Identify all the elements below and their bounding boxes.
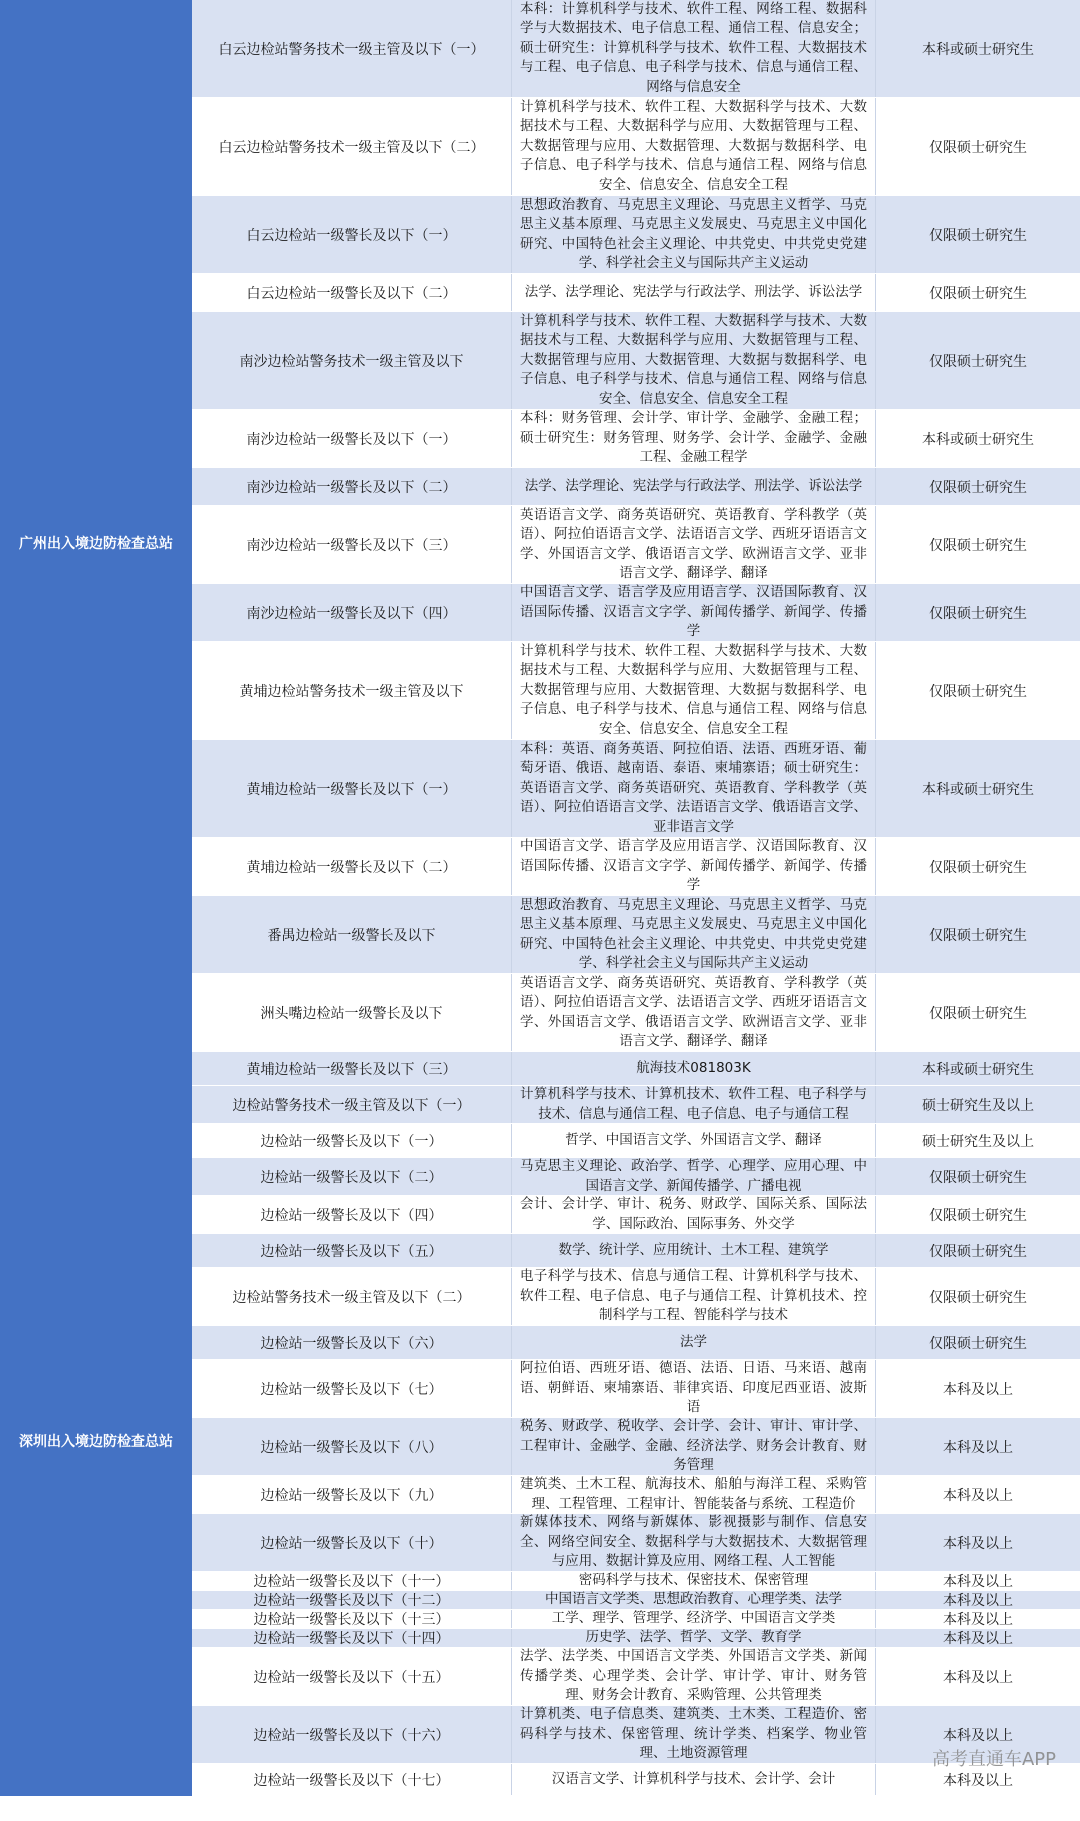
table-row (192, 0, 1080, 98)
majors-cell: 税务、财政学、税收学、会计学、会计、审计、审计学、工程审计、金融学、金融、经济法学、财务会计教育、财务管理 (512, 1418, 876, 1475)
education-cell: 仅限硕士研究生 (929, 227, 1027, 244)
position-cell: 南沙边检站一级警长及以下（三） (192, 506, 512, 583)
table-row (192, 1124, 1080, 1158)
position-cell: 边检站一级警长及以下（十） (192, 1514, 512, 1571)
position-cell: 边检站一级警长及以下（二） (192, 1158, 512, 1195)
education-cell: 本科或硕士研究生 (922, 1061, 1034, 1078)
position-cell: 边检站一级警长及以下（十一） (192, 1572, 512, 1590)
table-row (192, 312, 1080, 410)
education-cell: 本科或硕士研究生 (922, 431, 1034, 448)
education-cell: 仅限硕士研究生 (929, 927, 1027, 944)
education-cell: 本科及以上 (943, 1612, 1013, 1628)
table-row (192, 1268, 1080, 1326)
education-cell: 仅限硕士研究生 (929, 285, 1027, 302)
majors-cell: 本科：计算机科学与技术、软件工程、网络工程、数据科学与大数据技术、电子信息工程、通信工程、信息安全；硕士研究生：计算机科学与技术、软件工程、大数据技术与工程、电子信息、电子科学与技术、信息与通信工程、网络与信息安全 (512, 0, 876, 97)
table-row (192, 838, 1080, 896)
position-cell: 白云边检站一级警长及以下（二） (192, 274, 512, 311)
position-cell: 黄埔边检站警务技术一级主管及以下 (192, 642, 512, 739)
majors-cell: 本科：财务管理、会计学、审计学、金融学、金融工程；硕士研究生：财务管理、财务学、会计学、金融学、金融工程、金融工程学 (512, 410, 876, 467)
education-cell: 本科及以上 (943, 1772, 1013, 1789)
majors-cell: 历史学、法学、哲学、文学、教育学 (512, 1629, 876, 1647)
position-cell: 番禺边检站一级警长及以下 (192, 896, 512, 973)
table-row (192, 1476, 1080, 1514)
table-row (192, 468, 1080, 506)
table-row (192, 506, 1080, 584)
education-cell: 仅限硕士研究生 (929, 1005, 1027, 1022)
majors-cell: 马克思主义理论、政治学、哲学、心理学、应用心理、中国语言文学、新闻传播学、广播电视 (512, 1158, 876, 1195)
position-cell: 边检站一级警长及以下（十七） (192, 1764, 512, 1795)
position-cell: 边检站一级警长及以下（一） (192, 1124, 512, 1157)
table-row (192, 1326, 1080, 1360)
table-row (192, 1418, 1080, 1476)
table-row (192, 1629, 1080, 1648)
position-cell: 南沙边检站警务技术一级主管及以下 (192, 312, 512, 409)
position-cell: 南沙边检站一级警长及以下（四） (192, 584, 512, 641)
group-header: 深圳出入境边防检查总站 (0, 1086, 192, 1797)
position-cell: 黄埔边检站一级警长及以下（二） (192, 838, 512, 895)
position-cell: 边检站一级警长及以下（五） (192, 1234, 512, 1267)
majors-cell: 哲学、中国语言文学、外国语言文学、翻译 (512, 1124, 876, 1157)
education-cell: 仅限硕士研究生 (929, 1207, 1027, 1224)
majors-cell: 法学、法学类、中国语言文学类、外国语言文学类、新闻传播学类、心理学类、会计学、审计学、审计、财务管理、财务会计教育、采购管理、公共管理类 (512, 1648, 876, 1705)
table-row (192, 98, 1080, 196)
table-row (192, 1610, 1080, 1629)
table-row (192, 196, 1080, 274)
education-cell: 仅限硕士研究生 (929, 1169, 1027, 1186)
position-cell: 南沙边检站一级警长及以下（二） (192, 468, 512, 505)
table-row (192, 974, 1080, 1052)
position-cell: 边检站一级警长及以下（八） (192, 1418, 512, 1475)
education-cell: 仅限硕士研究生 (929, 605, 1027, 622)
majors-cell: 新媒体技术、网络与新媒体、影视摄影与制作、信息安全、网络空间安全、数据科学与大数据技术、大数据管理与应用、数据计算及应用、网络工程、人工智能 (512, 1514, 876, 1571)
education-cell: 仅限硕士研究生 (929, 1335, 1027, 1352)
position-cell: 边检站一级警长及以下（九） (192, 1476, 512, 1513)
majors-cell: 法学、法学理论、宪法学与行政法学、刑法学、诉讼法学 (512, 468, 876, 505)
majors-cell: 法学、法学理论、宪法学与行政法学、刑法学、诉讼法学 (512, 274, 876, 311)
position-cell: 边检站一级警长及以下（七） (192, 1360, 512, 1417)
table-row (192, 1086, 1080, 1124)
position-cell: 边检站一级警长及以下（十五） (192, 1648, 512, 1705)
majors-cell: 计算机类、电子信息类、建筑类、土木类、工程造价、密码科学与技术、保密管理、统计学类、档案学、物业管理、土地资源管理 (512, 1706, 876, 1763)
majors-cell: 工学、理学、管理学、经济学、中国语言文学类 (512, 1610, 876, 1628)
position-cell: 边检站一级警长及以下（十二） (192, 1591, 512, 1609)
table-row (192, 740, 1080, 838)
education-cell: 本科及以上 (943, 1487, 1013, 1504)
majors-cell: 计算机科学与技术、软件工程、大数据科学与技术、大数据技术与工程、大数据科学与应用、大数据管理与工程、大数据管理与应用、大数据管理、大数据与数据科学、电子信息、电子科学与技术、信息与通信工程、网络与信息安全、信息安全、信息安全工程 (512, 98, 876, 195)
education-cell: 仅限硕士研究生 (929, 859, 1027, 876)
table-row (192, 896, 1080, 974)
majors-cell: 中国语言文学类、思想政治教育、心理学类、法学 (512, 1591, 876, 1609)
table-row (192, 1360, 1080, 1418)
education-cell: 本科及以上 (943, 1535, 1013, 1552)
position-cell: 边检站一级警长及以下（十四） (192, 1629, 512, 1647)
education-cell: 仅限硕士研究生 (929, 683, 1027, 700)
education-cell: 硕士研究生及以上 (922, 1097, 1034, 1114)
majors-cell: 法学 (512, 1326, 876, 1359)
table-row (192, 1052, 1080, 1086)
majors-cell: 英语语言文学、商务英语研究、英语教育、学科教学（英语）、阿拉伯语语言文学、法语语言文学、西班牙语语言文学、外国语言文学、俄语语言文学、欧洲语言文学、亚非语言文学、翻译学、翻译 (512, 506, 876, 583)
education-cell: 本科及以上 (943, 1727, 1013, 1744)
position-cell: 边检站一级警长及以下（六） (192, 1326, 512, 1359)
majors-cell: 计算机科学与技术、软件工程、大数据科学与技术、大数据技术与工程、大数据科学与应用、大数据管理与工程、大数据管理与应用、大数据管理、大数据与数据科学、电子信息、电子科学与技术、信息与通信工程、网络与信息安全、信息安全、信息安全工程 (512, 312, 876, 409)
education-cell: 本科及以上 (943, 1381, 1013, 1398)
position-cell: 边检站一级警长及以下（四） (192, 1196, 512, 1233)
education-cell: 硕士研究生及以上 (922, 1133, 1034, 1150)
table-row (192, 1591, 1080, 1610)
majors-cell: 中国语言文学、语言学及应用语言学、汉语国际教育、汉语国际传播、汉语言文字学、新闻传播学、新闻学、传播学 (512, 584, 876, 641)
table-row (192, 1196, 1080, 1234)
table-row (192, 274, 1080, 312)
group-header: 广州出入境边防检查总站 (0, 0, 192, 1087)
position-cell: 黄埔边检站一级警长及以下（三） (192, 1052, 512, 1085)
education-cell: 本科及以上 (943, 1574, 1013, 1590)
majors-cell: 中国语言文学、语言学及应用语言学、汉语国际教育、汉语国际传播、汉语言文字学、新闻传播学、新闻学、传播学 (512, 838, 876, 895)
majors-cell: 计算机科学与技术、软件工程、大数据科学与技术、大数据技术与工程、大数据科学与应用、大数据管理与工程、大数据管理与应用、大数据管理、大数据与数据科学、电子信息、电子科学与技术、信息与通信工程、网络与信息安全、信息安全、信息安全工程 (512, 642, 876, 739)
table-row (192, 584, 1080, 642)
education-cell: 仅限硕士研究生 (929, 353, 1027, 370)
majors-cell: 数学、统计学、应用统计、土木工程、建筑学 (512, 1234, 876, 1267)
majors-cell: 本科：英语、商务英语、阿拉伯语、法语、西班牙语、葡萄牙语、俄语、越南语、泰语、柬埔寨语；硕士研究生：英语语言文学、商务英语研究、英语教育、学科教学（英语）、阿拉伯语语言文学、法语语言文学、俄语语言文学、亚非语言文学 (512, 740, 876, 837)
education-cell: 仅限硕士研究生 (929, 1243, 1027, 1260)
education-cell: 本科或硕士研究生 (922, 41, 1034, 58)
majors-cell: 汉语言文学、计算机科学与技术、会计学、会计 (512, 1764, 876, 1795)
table-row (192, 1158, 1080, 1196)
majors-cell: 航海技术081803K (512, 1052, 876, 1085)
table-row (192, 1514, 1080, 1572)
position-cell: 洲头嘴边检站一级警长及以下 (192, 974, 512, 1051)
education-cell: 本科及以上 (943, 1439, 1013, 1456)
position-cell: 边检站一级警长及以下（十六） (192, 1706, 512, 1763)
position-cell: 黄埔边检站一级警长及以下（一） (192, 740, 512, 837)
majors-cell: 建筑类、土木工程、航海技术、船舶与海洋工程、采购管理、工程管理、工程审计、智能装备与系统、工程造价 (512, 1476, 876, 1513)
education-cell: 本科及以上 (943, 1593, 1013, 1609)
table-row (192, 410, 1080, 468)
table-row (192, 642, 1080, 740)
table-row (192, 1234, 1080, 1268)
position-cell: 白云边检站警务技术一级主管及以下（一） (192, 0, 512, 97)
position-cell: 边检站一级警长及以下（十三） (192, 1610, 512, 1628)
education-cell: 仅限硕士研究生 (929, 139, 1027, 156)
education-cell: 仅限硕士研究生 (929, 479, 1027, 496)
position-cell: 白云边检站一级警长及以下（一） (192, 196, 512, 273)
majors-cell: 计算机科学与技术、计算机技术、软件工程、电子科学与技术、信息与通信工程、电子信息、电子与通信工程 (512, 1086, 876, 1123)
education-cell: 仅限硕士研究生 (929, 537, 1027, 554)
majors-cell: 阿拉伯语、西班牙语、德语、法语、日语、马来语、越南语、朝鲜语、柬埔寨语、菲律宾语、印度尼西亚语、波斯语 (512, 1360, 876, 1417)
majors-cell: 思想政治教育、马克思主义理论、马克思主义哲学、马克思主义基本原理、马克思主义发展史、马克思主义中国化研究、中国特色社会主义理论、中共党史、中共党史党建学、科学社会主义与国际共产主义运动 (512, 896, 876, 973)
education-cell: 本科或硕士研究生 (922, 781, 1034, 798)
position-cell: 白云边检站警务技术一级主管及以下（二） (192, 98, 512, 195)
majors-cell: 电子科学与技术、信息与通信工程、计算机科学与技术、软件工程、电子信息、电子与通信工程、计算机技术、控制科学与工程、智能科学与技术 (512, 1268, 876, 1325)
position-cell: 边检站警务技术一级主管及以下（一） (192, 1086, 512, 1123)
watermark: 高考直通车APP (931, 1749, 1056, 1770)
majors-cell: 思想政治教育、马克思主义理论、马克思主义哲学、马克思主义基本原理、马克思主义发展史、马克思主义中国化研究、中国特色社会主义理论、中共党史、中共党史党建学、科学社会主义与国际共产主义运动 (512, 196, 876, 273)
education-cell: 仅限硕士研究生 (929, 1289, 1027, 1306)
education-cell: 本科及以上 (943, 1669, 1013, 1686)
position-cell: 南沙边检站一级警长及以下（一） (192, 410, 512, 467)
table-row (192, 1572, 1080, 1591)
table-row (192, 1648, 1080, 1706)
position-cell: 边检站警务技术一级主管及以下（二） (192, 1268, 512, 1325)
majors-cell: 英语语言文学、商务英语研究、英语教育、学科教学（英语）、阿拉伯语语言文学、法语语言文学、西班牙语语言文学、外国语言文学、俄语语言文学、欧洲语言文学、亚非语言文学、翻译学、翻译 (512, 974, 876, 1051)
education-cell: 本科及以上 (943, 1631, 1013, 1647)
majors-cell: 密码科学与技术、保密技术、保密管理 (512, 1572, 876, 1590)
majors-cell: 会计、会计学、审计、税务、财政学、国际关系、国际法学、国际政治、国际事务、外交学 (512, 1196, 876, 1233)
